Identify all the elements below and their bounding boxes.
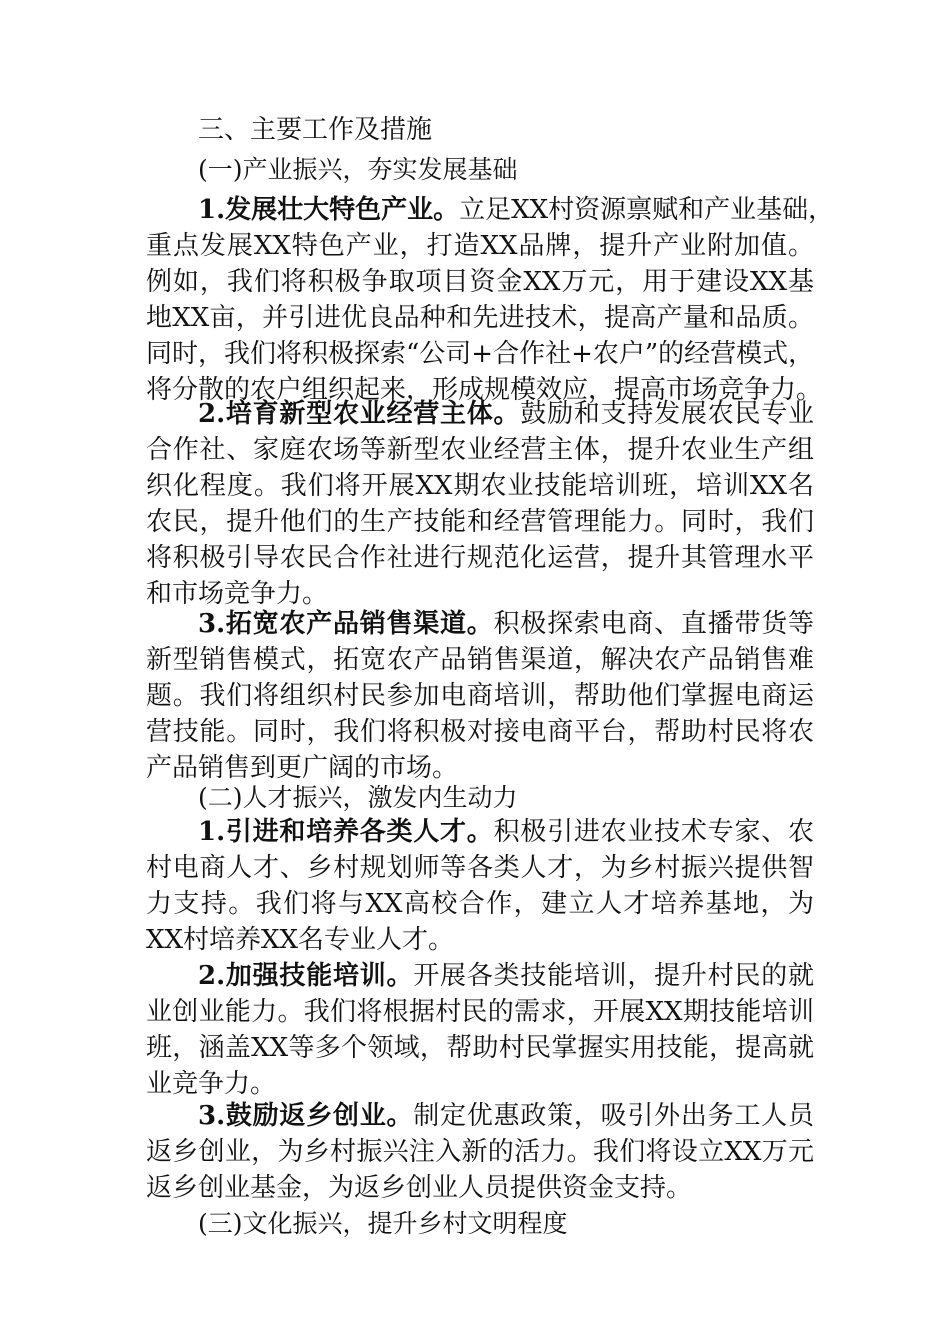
- paragraph-2-line-2: 合作社、家庭农场等新型农业经营主体，提升农业生产组: [146, 435, 814, 465]
- paragraph-1-line-6: 将分散的农户组织起来，形成规模效应，提高市场竞争力。: [146, 375, 823, 405]
- paragraph-2-line-1: [146, 396, 814, 432]
- paragraph-3-line-4: 营技能。同时，我们将积极对接电商平台，帮助村民将农: [146, 717, 814, 747]
- paragraph-5-line-4: 业竞争力。: [146, 1069, 277, 1099]
- paragraph-5-line-2: 业创业能力。我们将根据村民的需求，开展XX期技能培训: [146, 997, 814, 1027]
- paragraph-3-text: 积极探索电商、直播带货等: [493, 609, 814, 639]
- paragraph-6-title: 3.鼓励返乡创业。: [198, 1101, 414, 1131]
- subsection-heading-1: (一)产业振兴，夯实发展基础: [198, 155, 518, 184]
- paragraph-4-title: 1.引进和培养各类人才。: [198, 817, 494, 847]
- paragraph-1-line-4: 地XX亩，并引进优良品种和先进技术，提高产量和品质。: [146, 303, 814, 333]
- paragraph-2-title: 2.培育新型农业经营主体。: [198, 399, 521, 429]
- paragraph-2-text: 鼓励和支持发展农民专业: [520, 399, 814, 429]
- paragraph-4-text: 积极引进农业技术专家、农: [493, 817, 814, 847]
- paragraph-5-title: 2.加强技能培训。: [198, 961, 414, 991]
- paragraph-4-line-3: 力支持。我们将与XX高校合作，建立人才培养基地，为: [146, 889, 814, 919]
- paragraph-1-line-1: [146, 192, 835, 228]
- paragraph-2-line-4: 农民，提升他们的生产技能和经营管理能力。同时，我们: [146, 507, 814, 537]
- paragraph-3-line-1: [146, 606, 814, 642]
- paragraph-1-line-5: 同时，我们将积极探索“公司+合作社+农户”的经营模式，: [146, 339, 815, 369]
- paragraph-1-text: 立足XX村资源禀赋和产业基础，: [459, 195, 835, 225]
- paragraph-2-line-6: 和市场竞争力。: [146, 579, 329, 609]
- paragraph-2-line-3: 织化程度。我们将开展XX期农业技能培训班，培训XX名: [146, 471, 814, 501]
- paragraph-1-line-3: 例如，我们将积极争取项目资金XX万元，用于建设XX基: [146, 267, 814, 297]
- paragraph-1-title: 1.发展壮大特色产业。: [198, 195, 460, 225]
- paragraph-2-line-5: 将积极引导农民合作社进行规范化运营，提升其管理水平: [146, 543, 814, 573]
- paragraph-4-line-4: XX村培养XX名专业人才。: [146, 925, 455, 955]
- paragraph-3-line-5: 产品销售到更广阔的市场。: [146, 753, 459, 783]
- paragraph-5-text: 开展各类技能培训，提升村民的就: [413, 961, 814, 991]
- paragraph-6-text: 制定优惠政策，吸引外出务工人员: [413, 1101, 814, 1131]
- paragraph-5-line-1: [146, 958, 814, 994]
- paragraph-6-line-1: [146, 1098, 814, 1134]
- section-heading: 三、主要工作及措施: [198, 115, 433, 145]
- paragraph-5-line-3: 班，涵盖XX等多个领域，帮助村民掌握实用技能，提高就: [146, 1033, 814, 1063]
- paragraph-3-line-3: 题。我们将组织村民参加电商培训，帮助他们掌握电商运: [146, 681, 814, 711]
- subsection-heading-3: (三)文化振兴，提升乡村文明程度: [198, 1209, 568, 1238]
- paragraph-4-line-1: [146, 814, 814, 850]
- paragraph-1-line-2: 重点发展XX特色产业，打造XX品牌，提升产业附加值。: [146, 231, 814, 261]
- paragraph-4-line-2: 村电商人才、乡村规划师等各类人才，为乡村振兴提供智: [146, 853, 814, 883]
- paragraph-6-line-3: 返乡创业基金，为返乡创业人员提供资金支持。: [146, 1173, 693, 1203]
- paragraph-3-title: 3.拓宽农产品销售渠道。: [198, 609, 494, 639]
- paragraph-6-line-2: 返乡创业，为乡村振兴注入新的活力。我们将设立XX万元: [146, 1137, 814, 1167]
- paragraph-3-line-2: 新型销售模式，拓宽农产品销售渠道，解决农产品销售难: [146, 645, 814, 675]
- subsection-heading-2: (二)人才振兴，激发内生动力: [198, 783, 518, 812]
